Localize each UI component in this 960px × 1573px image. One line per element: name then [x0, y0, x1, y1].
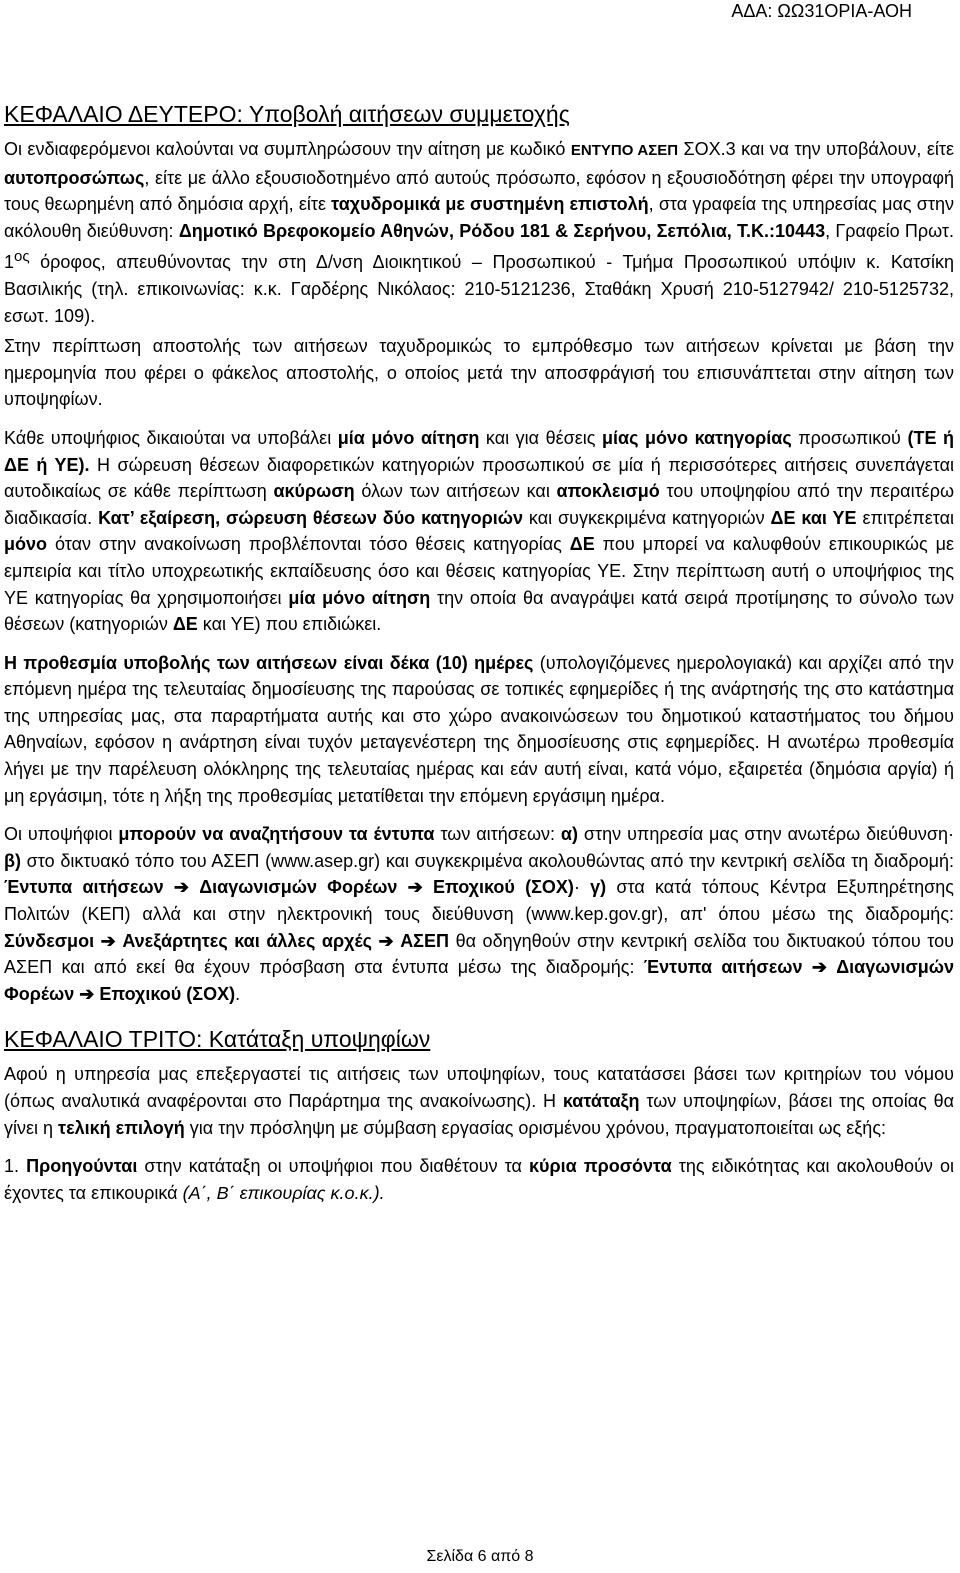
- postal-paragraph: Στην περίπτωση αποστολής των αιτήσεων ταχυδρομικώς το εμπρόθεσμο των αιτήσεων κρίνεται με βάση την ημερομηνία που φέρει ο φάκελος αποστολής, ο οποίος μετά την αποσφράγισή του επισυνάπτεται στην αίτηση των υποψηφίων.: [4, 336, 954, 410]
- chapter-three-heading: ΚΕΦΑΛΑΙΟ ΤΡΙΤΟ: Κατάταξη υποψηφίων: [4, 1026, 431, 1053]
- arrow-right-icon: ➔: [173, 877, 189, 898]
- arrow-right-icon: ➔: [811, 957, 827, 978]
- ada-code: ΑΔΑ: ΩΩ31ΟΡΙΑ-ΑΟΗ: [731, 1, 912, 21]
- deadline-paragraph: Η προθεσμία υποβολής των αιτήσεων είναι δέκα (10) ημέρες (υπολογιζόμενες ημερολογιακά) και αρχίζει από την επόμενη ημέρα της τελευταίας δημοσίευσης της παρούσας σε τοπικές εφημερίδες ή της ανάρτησής της στο κατάστημα της υπηρεσίας μας, στα παραρτήματα αυτής και στο χώρο ανακοινώσεων του δημοτικού καταστήματος του δήμου Αθηναίων, εφόσον η ανάρτηση είναι τυχόν μεταγενέστερη της δημοσίευσης στις εφημερίδες. Η ανωτέρω προθεσμία λήγει με την παρέλευση ολόκληρης της τελευταίας ημέρας και εάν αυτή είναι, κατά νόμο, εξαιρετέα (δημόσια αργία) ή μη εργάσιμη, τότε η λήξη της προθεσμίας μετατίθεται την επόμενη εργάσιμη ημέρα.: [4, 652, 954, 806]
- form-code: ΕΝΤΥΠΟ ΑΣΕΠ: [570, 142, 679, 159]
- arrow-right-icon: ➔: [79, 983, 95, 1004]
- ranking-paragraph: Αφού η υπηρεσία μας επεξεργαστεί τις αιτήσεις των υποψηφίων, τους κατατάσσει βάσει των κριτηρίων του νόμου (όπως αναλυτικά αναφέρονται στο Παράρτημα της ανακοίνωσης). Η κατάταξη των υποψηφίων, βάσει της οποίας θα γίνει η τελική επιλογή για την πρόσληψη με σύμβαση εργασίας ορισμένου χρόνου, πραγματοποιείται ως εξής:: [4, 1064, 954, 1138]
- page-number: Σελίδα 6 από 8: [426, 1548, 534, 1565]
- arrow-right-icon: ➔: [378, 930, 394, 951]
- chapter-two-heading: ΚΕΦΑΛΑΙΟ ΔΕΥΤΕΡΟ: Υποβολή αιτήσεων συμμετοχής: [4, 101, 570, 127]
- document-body: [4, 100, 954, 1218]
- arrow-right-icon: ➔: [100, 930, 116, 951]
- submission-paragraph: Οι ενδιαφερόμενοι καλούνται να συμπληρώσουν την αίτηση με κωδικό ΕΝΤΥΠΟ ΑΣΕΠ ΣΟΧ.3 και να την υποβάλουν, είτε αυτοπροσώπως, είτε με άλλο εξουσιοδοτημένο από αυτούς πρόσωπο, εφόσον η εξουσιοδότηση φέρει την υπογραφή τους θεωρημένη από δημόσια αρχή, είτε ταχυδρομικά με συστημένη επιστολή, στα γραφεία της υπηρεσίας μας στην ακόλουθη διεύθυνση: Δημοτικό Βρεφοκομείο Αθηνών, Ρόδου 181 & Σερήνου, Σεπόλια, Τ.Κ.:10443, Γραφείο Πρωτ. $1^{o\varsigma}$ όροφος, απευθύνοντας την στη Δ/νση Διοικητικού – Προσωπικού - Τμήμα Προσωπικού υπόψιν κ. Κατσίκη Βασιλικής (τηλ. επικοινωνίας: κ.κ. Γαρδέρης Νικόλαος: 210-5121236, Σταθάκη Χρυσή 210-5127942/ 210-5125732, εσωτ. 109).: [4, 139, 955, 326]
- forms-paragraph: Οι υποψήφιοι μπορούν να αναζητήσουν τα έντυπα των αιτήσεων: α) στην υπηρεσία μας στην ανωτέρω διεύθυνση· β) στο δικτυακό τόπο του ΑΣΕΠ (www.asep.gr) και συγκεκριμένα ακολουθώντας από την κεντρική σελίδα τη διαδρομή: Έντυπα αιτήσεων ➔ Διαγωνισμών Φορέων ➔ Εποχικού (ΣΟΧ)· γ) στα κατά τόπους Κέντρα Εξυπηρέτησης Πολιτών (ΚΕΠ) αλλά και στην ηλεκτρονική τους διεύθυνση (www.kep.gov.gr), απ' όπου μέσω της διαδρομής: Σύνδεσμοι ➔ Ανεξάρτητες και άλλες αρχές ➔ ΑΣΕΠ θα οδηγηθούν στην κεντρική σελίδα του δικτυακού τόπου του ΑΣΕΠ και από εκεί θα έχουν πρόσβαση στα έντυπα μέσω της διαδρομής: Έντυπα αιτήσεων ➔ Διαγωνισμών Φορέων ➔ Εποχικού (ΣΟΧ).: [4, 824, 954, 1004]
- address: Δημοτικό Βρεφοκομείο Αθηνών, Ρόδου 181 & Σερήνου, Σεπόλια, Τ.Κ.:10443: [178, 220, 826, 241]
- single-application-paragraph: Κάθε υποψήφιος δικαιούται να υποβάλει μία μόνο αίτηση και για θέσεις μίας μόνο κατηγορίας προσωπικού (ΤΕ ή ΔΕ ή ΥΕ). Η σώρευση θέσεων διαφορετικών κατηγοριών προσωπικού σε μία ή περισσότερες αιτήσεις συνεπάγεται αυτοδικαίως σε κάθε περίπτωση ακύρωση όλων των αιτήσεων και αποκλεισμό του υποψηφίου από την περαιτέρω διαδικασία. Κατ’ εξαίρεση, σώρευση θέσεων δύο κατηγοριών και συγκεκριμένα κατηγοριών ΔΕ και ΥΕ επιτρέπεται μόνο όταν στην ανακοίνωση προβλέπονται τόσο θέσεις κατηγορίας ΔΕ που μπορεί να καλυφθούν επικουρικώς με εμπειρία και τίτλο υποχρεωτικής εκπαίδευσης όσο και θέσεις κατηγορίας ΥΕ. Στην περίπτωση αυτή ο υποψήφιος της ΥΕ κατηγορίας θα χρησιμοποιήσει μία μόνο αίτηση την οποία θα αναγράψει κατά σειρά προτίμησης το σύνολο των θέσεων (κατηγοριών ΔΕ και ΥΕ) που επιδιώκει.: [4, 427, 955, 635]
- ranking-item-1: 1. Προηγούνται στην κατάταξη οι υποψήφιοι που διαθέτουν τα κύρια προσόντα της ειδικότητας και ακολουθούν οι έχοντες τα επικουρικά (Α΄, Β΄ επικουρίας κ.ο.κ.).: [4, 1156, 955, 1203]
- arrow-right-icon: ➔: [407, 877, 423, 898]
